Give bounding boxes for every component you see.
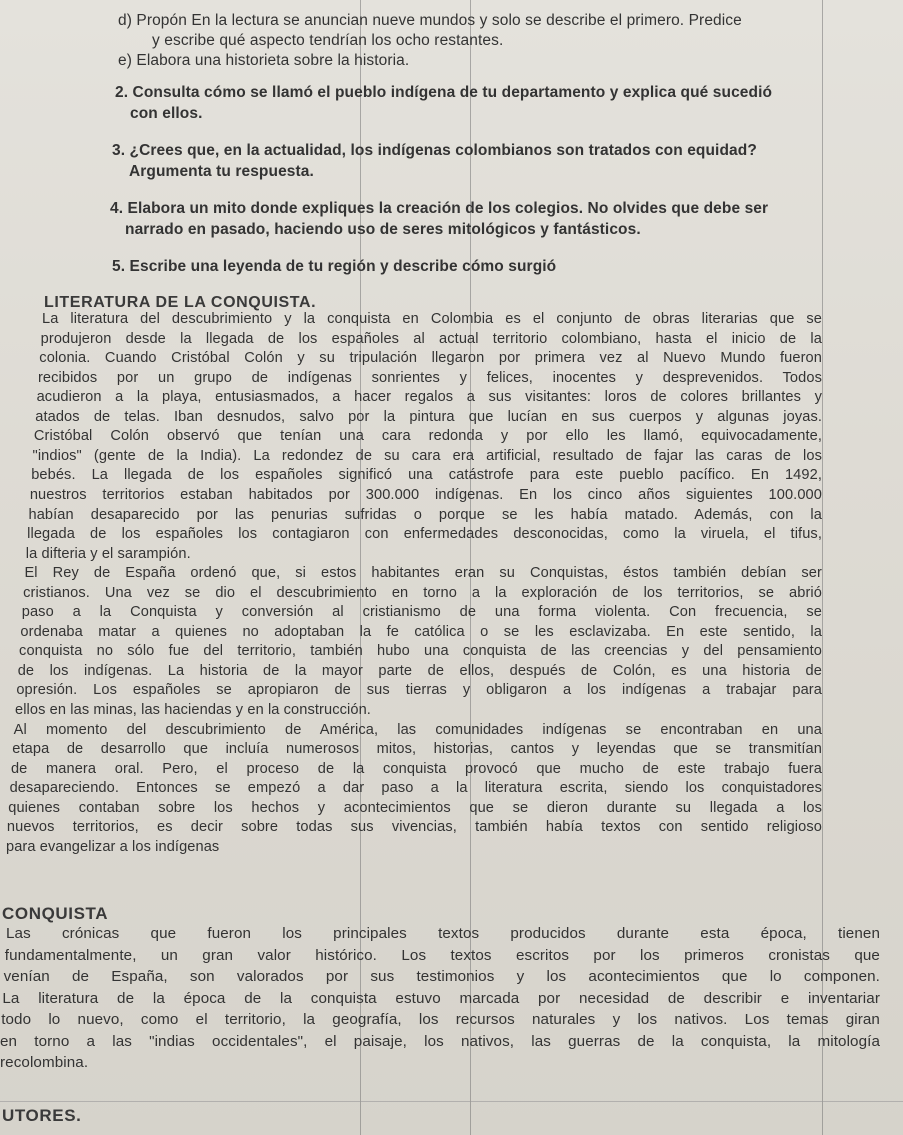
paragraph-line: ellos en las minas, las haciendas y en la construcción. xyxy=(15,702,371,718)
divider-line xyxy=(0,1101,903,1102)
question-4-line2: narrado en pasado, haciendo uso de seres mitológicos y fantásticos. xyxy=(125,221,641,238)
question-d-line2: y escribe qué aspecto tendrían los ocho restantes. xyxy=(152,32,504,49)
paragraph-line: Al momento del descubrimiento de América, las comunidades indígenas se encontraban en una xyxy=(13,721,822,738)
paragraph-line: de los indígenas. La historia de la mayor parte de ellos, después de Colón, es una historia de xyxy=(17,662,822,679)
question-3-line1: 3. ¿Crees que, en la actualidad, los indígenas colombianos son tratados con equidad? xyxy=(112,142,757,159)
question-e: e) Elabora una historieta sobre la historia. xyxy=(118,52,410,69)
paragraph-line: todo lo nuevo, como el territorio, la geografía, los recursos naturales y los nativos. Los temas giran xyxy=(1,1011,880,1028)
paragraph-line: llegada de los españoles los contagiaron con enfermedades desconocidas, como la viruela, el tifus, xyxy=(27,526,822,543)
paragraph-line: cristianos. Una vez se dio el descubrimiento en torno a la exploración de los territorios, se abrió xyxy=(23,584,822,601)
section-title-autores: UTORES. xyxy=(2,1106,82,1125)
paragraph-line: bebés. La llegada de los españoles significó una catástrofe para este pueblo pacífico. En 1492, xyxy=(31,467,822,484)
paragraph-line: para evangelizar a los indígenas xyxy=(6,838,220,855)
section-title-literatura: LITERATURA DE LA CONQUISTA. xyxy=(44,294,317,311)
paragraph-line: opresión. Los españoles se apropiaron de sus tierras y obligaron a los indígenas a trabajar para xyxy=(16,682,822,699)
paragraph-line: quienes contaban sobre los hechos y acontecimientos que se dieron durante su llegada a los xyxy=(8,799,822,816)
paragraph-line: conquista no sólo fue del territorio, también hubo una conquista de las creencias y del pensamiento xyxy=(19,643,822,660)
paragraph-line: nuevos territorios, es decir sobre todas sus vivencias, también había textos con sentido religioso xyxy=(6,819,822,836)
paragraph-line: produjeron desde la llegada de los españoles al actual territorio colombiano, hasta el inicio de la xyxy=(40,330,822,347)
paragraph-line: Las crónicas que fueron los principales textos producidos durante esta época, tienen xyxy=(6,925,880,942)
paragraph-line: El Rey de España ordenó que, si estos habitantes eran su Conquistas, éstos también debían ser xyxy=(24,565,822,582)
paragraph-line: habían desaparecido por las penurias sufridas o porque se les había matado. Además, con la xyxy=(28,506,822,523)
question-5: 5. Escribe una leyenda de tu región y describe cómo surgió xyxy=(112,258,557,275)
paragraph-line: desapareciendo. Entonces se empezó a dar paso a la literatura escrita, siendo los conquistadores xyxy=(9,780,822,797)
paragraph-line: paso a la Conquista y conversión al cristianismo de una forma violenta. Con frecuencia, se xyxy=(21,604,822,621)
paragraph-line: nuestros territorios estaban habitados por 300.000 indígenas. En los cinco años siguientes 100.000 xyxy=(29,486,822,503)
paragraph-line: de manera oral. Pero, el proceso de la conquista provocó que mucho de este trabajo fuera xyxy=(10,760,822,777)
paragraph-line: Cristóbal Colón observó que tenían una cara redonda y por ello les llamó, equivocadamente, xyxy=(33,428,822,445)
paragraph-line: La literatura de la época de la conquista estuvo marcada por necesidad de describir e inventariar xyxy=(2,989,880,1007)
paragraph-line: en torno a las "indias occidentales", el paisaje, los nativos, las guerras de la conquista, la mitología xyxy=(0,1032,880,1050)
paragraph-line: fundamentalmente, un gran valor histórico. Los textos escritos por los primeros cronistas que xyxy=(4,946,880,964)
paragraph-line: atados de telas. Iban desnudos, salvo por la pintura que lucían en sus cuerpos y algunas joyas. xyxy=(35,408,822,425)
paragraph-line: recibidos por un grupo de indígenas sonrientes y felices, inocentes y desprevenidos. Todos xyxy=(37,369,822,386)
question-2-line2: con ellos. xyxy=(130,105,203,122)
question-2-line1: 2. Consulta cómo se llamó el pueblo indígena de tu departamento y explica qué sucedió xyxy=(115,84,773,101)
question-d-line1: d) Propón En la lectura se anuncian nueve mundos y solo se describe el primero. Predice xyxy=(118,12,742,29)
paragraph-line: la difteria y el sarampión. xyxy=(25,545,191,562)
question-4-line1: 4. Elabora un mito donde expliques la creación de los colegios. No olvides que debe ser xyxy=(110,200,769,217)
paragraph-line: colonia. Cuando Cristóbal Colón y su tripulación llegaron por primera vez al Nuevo Mundo fueron xyxy=(39,350,822,367)
section-title-conquista: CONQUISTA xyxy=(2,904,109,923)
fold-line-right xyxy=(822,0,823,1135)
paragraph-line: etapa de desarrollo que incluía numerosos mitos, historias, cantos y leyendas que se transmitían xyxy=(12,741,822,758)
paragraph-line: ordenaba matar a quienes no adoptaban la fe católica o se les esclavizaba. En este sentido, la xyxy=(20,623,822,640)
paragraph-line: acudieron a la playa, entusiasmados, a hacer regalos a sus visitantes: loros de colores brillantes y xyxy=(36,389,822,406)
paragraph-line: La literatura del descubrimiento y la conquista en Colombia es el conjunto de obras literarias que se xyxy=(42,311,822,327)
paragraph-line: recolombina. xyxy=(0,1054,89,1071)
question-3-line2: Argumenta tu respuesta. xyxy=(129,163,314,180)
paragraph-line: venían de España, son valorados por sus testimonios y los acontecimientos que lo componen. xyxy=(3,968,880,985)
paragraph-line: "indios" (gente de la India). La redondez de su cara era artificial, resultado de fajar las caras de los xyxy=(32,447,822,464)
